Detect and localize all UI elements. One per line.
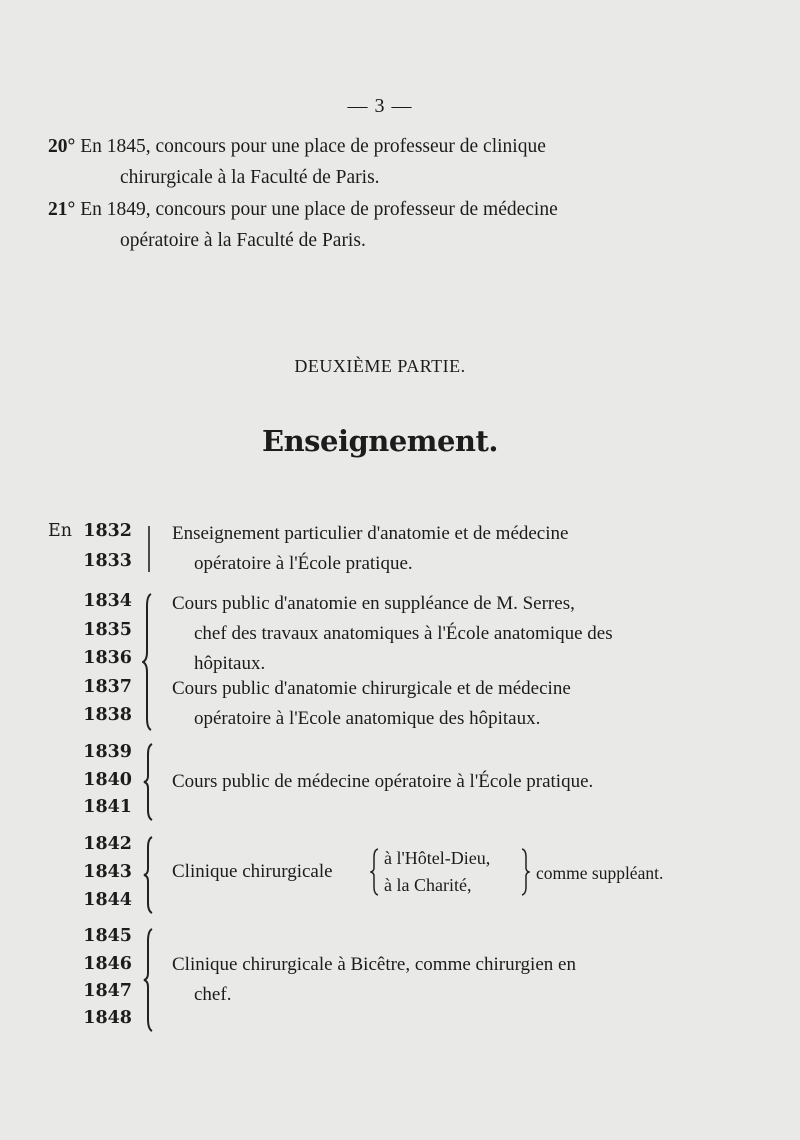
year-1840: 1840 — [83, 770, 132, 790]
year-1848: 1848 — [83, 1008, 132, 1028]
desc-line2: chef. — [194, 984, 232, 1005]
desc-line1: Clinique chirurgicale à Bicêtre, comme chirurgien en — [172, 954, 576, 975]
desc-line2: opératoire à l'Ecole anatomique des hôpitaux. — [194, 708, 541, 729]
clinique-suffix: comme suppléant. — [536, 863, 664, 883]
desc-line1: Cours public d'anatomie en suppléance de M. Serres, — [172, 593, 575, 614]
year-1832: 1832 — [83, 521, 132, 541]
brace-1845-1848 — [142, 927, 156, 1033]
year-1837: 1837 — [83, 677, 132, 697]
part-title: DEUXIÈME PARTIE. — [294, 356, 466, 376]
desc-1832-1833 — [172, 519, 707, 579]
year-1845: 1845 — [83, 926, 132, 946]
entry-line2: opératoire à la Faculté de Paris. — [120, 230, 366, 251]
option-hotel-dieu: à l'Hôtel-Dieu, — [384, 848, 491, 868]
desc-1834-1836 — [172, 589, 707, 679]
brace-1832-1833 — [142, 522, 156, 578]
desc-1839-1841 — [172, 767, 707, 797]
year-1835: 1835 — [83, 620, 132, 640]
desc-line1: Cours public d'anatomie chirurgicale et de médecine — [172, 678, 571, 699]
year-1838: 1838 — [83, 705, 132, 725]
entry-number: 21° — [48, 199, 76, 220]
option-charite: à la Charité, — [384, 875, 472, 895]
entry-line1: En 1845, concours pour une place de professeur de clinique — [80, 136, 546, 157]
en-label: En — [48, 521, 73, 541]
brace-1834-1838 — [142, 592, 156, 732]
year-1841: 1841 — [83, 797, 132, 817]
inner-brace-right — [520, 847, 530, 897]
desc-line2: opératoire à l'École pratique. — [194, 553, 413, 574]
entry-line2: chirurgicale à la Faculté de Paris. — [120, 167, 380, 188]
desc-1845-1848 — [172, 950, 707, 1010]
desc-line3: hôpitaux. — [194, 653, 266, 674]
year-1844: 1844 — [83, 890, 132, 910]
year-1843: 1843 — [83, 862, 132, 882]
desc-1837-1838 — [172, 674, 707, 734]
inner-brace-left — [370, 847, 380, 897]
brace-1842-1844 — [142, 835, 156, 915]
brace-1839-1841 — [142, 742, 156, 822]
clinique-prefix: Clinique chirurgicale — [172, 861, 333, 882]
year-1846: 1846 — [83, 954, 132, 974]
year-1847: 1847 — [83, 981, 132, 1001]
page-number: — 3 — — [347, 95, 413, 117]
section-title: Enseignement. — [261, 424, 498, 458]
year-1834: 1834 — [83, 591, 132, 611]
year-1833: 1833 — [83, 551, 132, 571]
entry-number: 20° — [48, 136, 76, 157]
desc-line1: Cours public de médecine opératoire à l'École pratique. — [172, 771, 594, 792]
year-1842: 1842 — [83, 834, 132, 854]
entry-20 — [48, 131, 708, 193]
year-1836: 1836 — [83, 648, 132, 668]
entry-line1: En 1849, concours pour une place de professeur de médecine — [80, 199, 558, 220]
desc-line2: chef des travaux anatomiques à l'École anatomique des — [194, 623, 613, 644]
entry-21 — [48, 194, 708, 256]
year-1839: 1839 — [83, 742, 132, 762]
desc-line1: Enseignement particulier d'anatomie et de médecine — [172, 523, 569, 544]
